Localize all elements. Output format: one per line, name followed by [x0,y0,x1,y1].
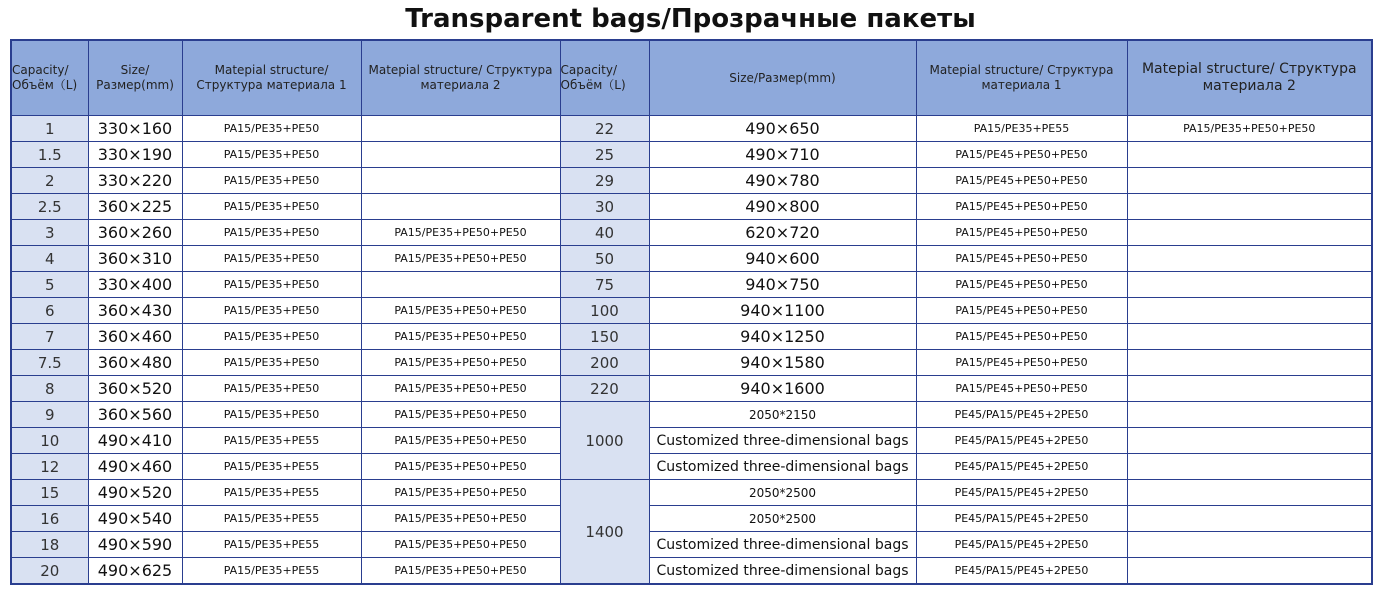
material2-cell [1127,480,1372,506]
capacity-cell: 18 [11,532,88,558]
table-row [11,558,1372,585]
material1-cell: PA15/PE35+PE50 [182,298,361,324]
bags-table [10,39,1373,585]
capacity-cell: 4 [11,246,88,272]
material2-cell [1127,272,1372,298]
table-row [11,506,1372,532]
size-cell: 490×460 [88,454,182,480]
size-cell: 490×520 [88,480,182,506]
material1-cell: PA15/PE35+PE50 [182,402,361,428]
capacity-cell: 1400 [560,480,649,585]
capacity-cell: 12 [11,454,88,480]
material2-cell: PA15/PE35+PE50+PE50 [361,376,560,402]
material1-cell: PA15/PE35+PE50 [182,350,361,376]
material1-cell: PA15/PE45+PE50+PE50 [916,376,1127,402]
header-material2-right: Matepial structure/ Структура материала 2 [1127,40,1372,116]
header-material1-left: Matepial structure/ Структура материала 1 [182,40,361,116]
size-cell: 360×310 [88,246,182,272]
material1-cell: PA15/PE45+PE50+PE50 [916,324,1127,350]
size-cell: 940×1580 [649,350,916,376]
material1-cell: PA15/PE35+PE55 [182,506,361,532]
table-row [11,480,1372,506]
material1-cell: PA15/PE35+PE50 [182,220,361,246]
table-row [11,168,1372,194]
size-cell: 360×460 [88,324,182,350]
material2-cell: PA15/PE35+PE50+PE50 [361,480,560,506]
size-cell: 490×625 [88,558,182,585]
material2-cell: PA15/PE35+PE50+PE50 [361,246,560,272]
table-row [11,350,1372,376]
size-cell: 2050*2500 [649,506,916,532]
capacity-cell: 29 [560,168,649,194]
material2-cell [361,194,560,220]
material1-cell: PA15/PE45+PE50+PE50 [916,272,1127,298]
material2-cell: PA15/PE35+PE50+PE50 [361,454,560,480]
size-cell: Customized three-dimensional bags [649,558,916,585]
material2-cell [1127,168,1372,194]
capacity-cell: 8 [11,376,88,402]
material2-cell [1127,376,1372,402]
material1-cell: PA15/PE35+PE50 [182,168,361,194]
material2-cell [361,142,560,168]
material1-cell: PE45/PA15/PE45+2PE50 [916,558,1127,585]
table-row [11,402,1372,428]
capacity-cell: 30 [560,194,649,220]
material1-cell: PA15/PE35+PE50 [182,272,361,298]
material1-cell: PA15/PE35+PE55 [182,532,361,558]
size-cell: 940×1600 [649,376,916,402]
capacity-cell: 1.5 [11,142,88,168]
material1-cell: PA15/PE35+PE50 [182,376,361,402]
material1-cell: PA15/PE35+PE55 [182,428,361,454]
material1-cell: PA15/PE35+PE50 [182,324,361,350]
material2-cell [361,168,560,194]
capacity-cell: 40 [560,220,649,246]
size-cell: 940×600 [649,246,916,272]
capacity-cell: 1000 [560,402,649,480]
header-row [11,40,1372,116]
size-cell: 490×410 [88,428,182,454]
size-cell: 360×560 [88,402,182,428]
material2-cell: PA15/PE35+PE50+PE50 [361,558,560,585]
size-cell: 490×650 [649,116,916,142]
size-cell: Customized three-dimensional bags [649,532,916,558]
material1-cell: PE45/PA15/PE45+2PE50 [916,532,1127,558]
material2-cell [1127,324,1372,350]
size-cell: 940×1250 [649,324,916,350]
material1-cell: PA15/PE35+PE50 [182,246,361,272]
material1-cell: PA15/PE35+PE50 [182,142,361,168]
capacity-cell: 7 [11,324,88,350]
material2-cell [1127,454,1372,480]
size-cell: 940×750 [649,272,916,298]
material1-cell: PE45/PA15/PE45+2PE50 [916,428,1127,454]
material1-cell: PE45/PA15/PE45+2PE50 [916,454,1127,480]
size-cell: 490×710 [649,142,916,168]
capacity-cell: 220 [560,376,649,402]
size-cell: 2050*2500 [649,480,916,506]
size-cell: 940×1100 [649,298,916,324]
table-row [11,376,1372,402]
material2-cell: PA15/PE35+PE50+PE50 [361,220,560,246]
material2-cell [1127,558,1372,585]
size-cell: 360×480 [88,350,182,376]
material2-cell: PA15/PE35+PE50+PE50 [361,428,560,454]
material2-cell [1127,220,1372,246]
capacity-cell: 150 [560,324,649,350]
table-row [11,116,1372,142]
material2-cell [1127,532,1372,558]
material2-cell [1127,428,1372,454]
capacity-cell: 3 [11,220,88,246]
header-size-right: Size/Размер(mm) [649,40,916,116]
material2-cell: PA15/PE35+PE50+PE50 [361,532,560,558]
material2-cell [1127,298,1372,324]
capacity-cell: 50 [560,246,649,272]
table-row [11,532,1372,558]
material2-cell [1127,194,1372,220]
size-cell: 330×190 [88,142,182,168]
material2-cell: PA15/PE35+PE50+PE50 [361,506,560,532]
size-cell: Customized three-dimensional bags [649,428,916,454]
header-material2-left: Matepial structure/ Структура материала 2 [361,40,560,116]
material1-cell: PA15/PE45+PE50+PE50 [916,298,1127,324]
capacity-cell: 2.5 [11,194,88,220]
table-row [11,298,1372,324]
material1-cell: PA15/PE35+PE50 [182,116,361,142]
size-cell: 360×430 [88,298,182,324]
size-cell: 620×720 [649,220,916,246]
table-row [11,142,1372,168]
table-row [11,454,1372,480]
material1-cell: PE45/PA15/PE45+2PE50 [916,480,1127,506]
header-capacity-right: Capacity/ Объём（L) [560,40,649,116]
material1-cell: PE45/PA15/PE45+2PE50 [916,506,1127,532]
size-cell: 490×540 [88,506,182,532]
header-material1-right: Matepial structure/ Структура материала 1 [916,40,1127,116]
capacity-cell: 5 [11,272,88,298]
material2-cell: PA15/PE35+PE50+PE50 [361,298,560,324]
size-cell: 330×400 [88,272,182,298]
table-row [11,272,1372,298]
size-cell: 2050*2150 [649,402,916,428]
material2-cell [361,116,560,142]
capacity-cell: 9 [11,402,88,428]
material1-cell: PA15/PE45+PE50+PE50 [916,246,1127,272]
size-cell: 360×520 [88,376,182,402]
size-cell: 490×800 [649,194,916,220]
material1-cell: PA15/PE45+PE50+PE50 [916,168,1127,194]
size-cell: 330×220 [88,168,182,194]
capacity-cell: 15 [11,480,88,506]
material2-cell: PA15/PE35+PE50+PE50 [361,324,560,350]
size-cell: 330×160 [88,116,182,142]
size-cell: Customized three-dimensional bags [649,454,916,480]
size-cell: 490×590 [88,532,182,558]
capacity-cell: 20 [11,558,88,585]
material1-cell: PA15/PE35+PE55 [182,454,361,480]
material2-cell: PA15/PE35+PE50+PE50 [1127,116,1372,142]
material2-cell [1127,246,1372,272]
header-capacity-left: Capacity/ Объём（L) [11,40,88,116]
material2-cell: PA15/PE35+PE50+PE50 [361,350,560,376]
material1-cell: PE45/PA15/PE45+2PE50 [916,402,1127,428]
material2-cell [1127,506,1372,532]
capacity-cell: 16 [11,506,88,532]
capacity-cell: 100 [560,298,649,324]
material1-cell: PA15/PE35+PE55 [182,480,361,506]
capacity-cell: 75 [560,272,649,298]
capacity-cell: 10 [11,428,88,454]
capacity-cell: 6 [11,298,88,324]
capacity-cell: 7.5 [11,350,88,376]
table-row [11,428,1372,454]
capacity-cell: 1 [11,116,88,142]
capacity-cell: 22 [560,116,649,142]
material1-cell: PA15/PE45+PE50+PE50 [916,142,1127,168]
table-row [11,246,1372,272]
capacity-cell: 200 [560,350,649,376]
capacity-cell: 25 [560,142,649,168]
material1-cell: PA15/PE35+PE55 [182,558,361,585]
material1-cell: PA15/PE45+PE50+PE50 [916,350,1127,376]
material1-cell: PA15/PE45+PE50+PE50 [916,194,1127,220]
material1-cell: PA15/PE35+PE50 [182,194,361,220]
table-body [11,116,1372,585]
size-cell: 490×780 [649,168,916,194]
table-row [11,194,1372,220]
table-row [11,220,1372,246]
material2-cell [361,272,560,298]
material2-cell [1127,402,1372,428]
table-row [11,324,1372,350]
material2-cell [1127,350,1372,376]
size-cell: 360×260 [88,220,182,246]
page-title: Transparent bags/Прозрачные пакеты [405,4,976,34]
material1-cell: PA15/PE45+PE50+PE50 [916,220,1127,246]
material1-cell: PA15/PE35+PE55 [916,116,1127,142]
header-size-left: Size/ Размер(mm) [88,40,182,116]
size-cell: 360×225 [88,194,182,220]
capacity-cell: 2 [11,168,88,194]
material2-cell: PA15/PE35+PE50+PE50 [361,402,560,428]
material2-cell [1127,142,1372,168]
